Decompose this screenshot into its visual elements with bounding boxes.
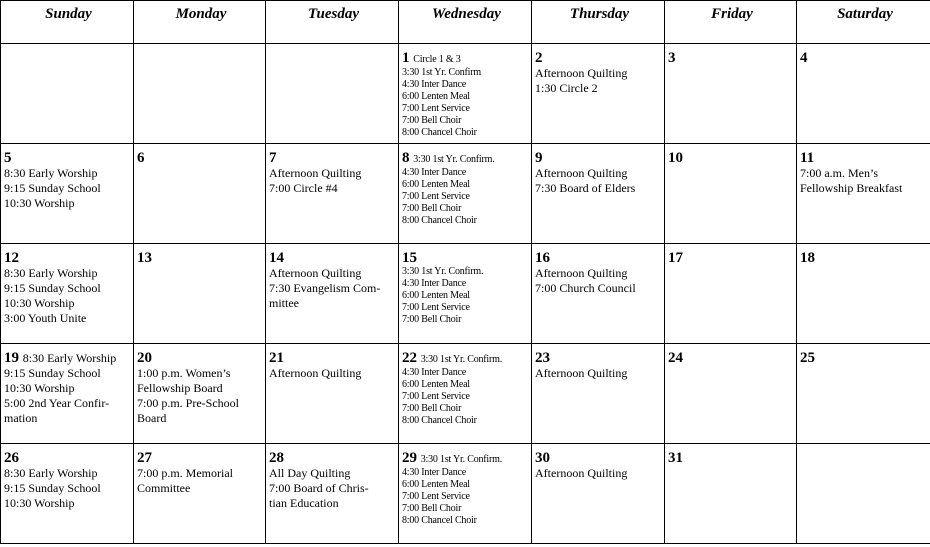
day-number: 10 (668, 150, 683, 166)
event-line: 10:30 Worship (4, 296, 75, 310)
day-number: 23 (535, 350, 550, 366)
day-cell (797, 244, 930, 344)
event-line: 7:00 a.m. Men’s (800, 166, 878, 180)
event-line: 7:00 p.m. Pre-School (137, 396, 239, 410)
event-line: 7:00 Lent Service (402, 103, 470, 114)
day-cell (665, 344, 797, 444)
weekday-header-saturday: Saturday (797, 1, 930, 44)
weekday-header-friday: Friday (665, 1, 797, 44)
day-cell (665, 244, 797, 344)
event-line: 6:00 Lenten Meal (402, 379, 470, 390)
event-line: 5:00 2nd Year Confir- (4, 396, 110, 410)
event-line: 7:00 Lent Service (402, 491, 470, 502)
weekday-header-wednesday: Wednesday (399, 1, 532, 44)
day-cell (134, 244, 266, 344)
event-line: 7:00 Bell Choir (402, 403, 462, 414)
day-number: 16 (535, 250, 550, 266)
event-line: Afternoon Quilting (535, 66, 628, 80)
event-line: 7:00 Lent Service (402, 191, 470, 202)
event-line: 3:30 1st Yr. Confirm. (402, 266, 484, 277)
day-number-line (4, 451, 133, 466)
day-number-line (4, 151, 133, 166)
week-row (1, 144, 930, 244)
day-cell (134, 144, 266, 244)
event-line: 6:00 Lenten Meal (402, 290, 470, 301)
day-number-line (535, 351, 664, 366)
event-line: 9:15 Sunday School (4, 366, 101, 380)
event-line: 9:15 Sunday School (4, 281, 101, 295)
day-number: 29 (402, 450, 417, 466)
day-number-line (668, 51, 796, 66)
day-number-line (668, 451, 796, 466)
day-number: 17 (668, 250, 683, 266)
event-line: mittee (269, 296, 299, 310)
day-cell (266, 144, 399, 244)
day-number-line (800, 351, 930, 366)
day-cell (399, 344, 532, 444)
day-number-line (535, 451, 664, 466)
event-line: Fellowship Breakfast (800, 181, 903, 195)
event-line: 8:30 Early Worship (4, 466, 98, 480)
day-number: 27 (137, 450, 152, 466)
day-cell (134, 44, 266, 144)
day-number: 6 (137, 150, 145, 166)
day-number-line (535, 251, 664, 266)
week-row (1, 244, 930, 344)
event-inline: Circle 1 & 3 (413, 54, 461, 65)
day-cell (266, 244, 399, 344)
event-line: Committee (137, 481, 191, 495)
event-line: Fellowship Board (137, 381, 223, 395)
event-line: 4:30 Inter Dance (402, 367, 466, 378)
day-cell (134, 444, 266, 544)
event-line: 3:00 Youth Unite (4, 311, 87, 325)
day-number-line (137, 451, 265, 466)
day-cell (532, 44, 665, 144)
event-line: 8:00 Chancel Choir (402, 515, 477, 526)
event-line: 7:30 Evangelism Com- (269, 281, 381, 295)
event-line: Afternoon Quilting (269, 166, 362, 180)
day-number: 21 (269, 350, 284, 366)
day-cell (266, 444, 399, 544)
day-number: 5 (4, 150, 12, 166)
day-number: 3 (668, 50, 676, 66)
day-number: 12 (4, 250, 19, 266)
event-inline: 3:30 1st Yr. Confirm. (420, 454, 503, 465)
day-number-line (535, 51, 664, 66)
event-line: 9:15 Sunday School (4, 181, 101, 195)
event-line: 7:00 Bell Choir (402, 115, 462, 126)
week-row (1, 344, 930, 444)
day-cell (1, 344, 134, 444)
event-line: 10:30 Worship (4, 496, 75, 510)
day-number: 8 (402, 150, 410, 166)
event-line: Afternoon Quilting (535, 266, 628, 280)
day-cell (399, 44, 532, 144)
day-number: 18 (800, 250, 815, 266)
event-line: 6:00 Lenten Meal (402, 479, 470, 490)
day-number-line (800, 51, 930, 66)
day-number: 31 (668, 450, 683, 466)
day-number: 24 (668, 350, 683, 366)
day-number-line (535, 151, 664, 166)
weekday-header-tuesday: Tuesday (266, 1, 399, 44)
event-line: 10:30 Worship (4, 196, 75, 210)
event-line: All Day Quilting (269, 466, 351, 480)
day-number: 19 (4, 350, 19, 366)
day-cell (1, 44, 134, 144)
event-line: 7:00 Bell Choir (402, 314, 462, 325)
event-line: Afternoon Quilting (535, 366, 628, 380)
weekday-header-monday: Monday (134, 1, 266, 44)
day-cell (797, 144, 930, 244)
day-number-line (402, 151, 531, 167)
day-cell (1, 144, 134, 244)
day-cell (1, 444, 134, 544)
day-number: 25 (800, 350, 815, 366)
day-number-line (668, 351, 796, 366)
day-cell (797, 44, 930, 144)
day-number: 1 (402, 50, 410, 66)
event-inline: 3:30 1st Yr. Confirm. (420, 354, 503, 365)
day-cell (399, 444, 532, 544)
week-row (1, 44, 930, 144)
day-cell (134, 344, 266, 444)
event-line: Board (137, 411, 167, 425)
event-line: Afternoon Quilting (269, 366, 362, 380)
day-cell (665, 144, 797, 244)
event-line: 4:30 Inter Dance (402, 167, 466, 178)
event-line: 8:00 Chancel Choir (402, 215, 477, 226)
day-number: 9 (535, 150, 543, 166)
weekday-header-row (1, 1, 930, 44)
event-line: 4:30 Inter Dance (402, 467, 466, 478)
day-cell (266, 44, 399, 144)
event-line: 4:30 Inter Dance (402, 278, 466, 289)
event-inline: 3:30 1st Yr. Confirm. (413, 154, 495, 165)
day-number-line (402, 451, 531, 467)
day-cell (266, 344, 399, 444)
event-line: 7:30 Board of Elders (535, 181, 636, 195)
day-cell (532, 144, 665, 244)
event-inline: 8:30 Early Worship (22, 351, 117, 365)
event-line: Afternoon Quilting (535, 466, 628, 480)
day-cell (532, 344, 665, 444)
event-line: 8:30 Early Worship (4, 266, 98, 280)
event-line: 8:00 Chancel Choir (402, 127, 477, 138)
event-line: mation (4, 411, 38, 425)
event-line: 7:00 Church Council (535, 281, 636, 295)
day-number-line (137, 151, 265, 166)
day-cell (399, 144, 532, 244)
day-number: 11 (800, 150, 815, 166)
day-number: 7 (269, 150, 277, 166)
day-number-line (269, 351, 398, 366)
event-line: 8:00 Chancel Choir (402, 415, 477, 426)
day-cell (1, 244, 134, 344)
event-line: 7:00 Lent Service (402, 302, 470, 313)
day-cell (665, 44, 797, 144)
day-number: 14 (269, 250, 284, 266)
event-line: 10:30 Worship (4, 381, 75, 395)
day-cell (532, 444, 665, 544)
day-cell (532, 244, 665, 344)
event-line: 7:00 Bell Choir (402, 203, 462, 214)
day-number: 26 (4, 450, 19, 466)
calendar-body (1, 44, 930, 544)
day-number: 20 (137, 350, 152, 366)
event-line: 3:30 1st Yr. Confirm (402, 67, 481, 78)
event-line: 4:30 Inter Dance (402, 79, 466, 90)
day-number-line (269, 151, 398, 166)
day-number-line (402, 251, 531, 266)
day-number: 30 (535, 450, 550, 466)
day-cell (399, 244, 532, 344)
weekday-header-thursday: Thursday (532, 1, 665, 44)
event-line: 6:00 Lenten Meal (402, 179, 470, 190)
day-number: 4 (800, 50, 808, 66)
day-number-line (137, 351, 265, 366)
event-line: 1:30 Circle 2 (535, 81, 598, 95)
day-number: 22 (402, 350, 417, 366)
day-number-line (269, 451, 398, 466)
day-number-line (269, 251, 398, 266)
week-row (1, 444, 930, 544)
event-line: 1:00 p.m. Women’s (137, 366, 231, 380)
event-line: 8:30 Early Worship (4, 166, 98, 180)
day-number-line (800, 151, 930, 166)
day-number: 28 (269, 450, 284, 466)
day-number: 15 (402, 250, 417, 266)
day-number-line (800, 251, 930, 266)
day-cell (665, 444, 797, 544)
event-line: 7:00 p.m. Memorial (137, 466, 233, 480)
event-line: 6:00 Lenten Meal (402, 91, 470, 102)
day-number: 2 (535, 50, 543, 66)
day-number-line (137, 251, 265, 266)
day-number-line (668, 151, 796, 166)
day-number-line (668, 251, 796, 266)
event-line: 7:00 Lent Service (402, 391, 470, 402)
event-line: Afternoon Quilting (269, 266, 362, 280)
weekday-header-sunday: Sunday (1, 1, 134, 44)
day-number-line (4, 251, 133, 266)
day-number-line (4, 351, 133, 366)
event-line: Afternoon Quilting (535, 166, 628, 180)
event-line: tian Education (269, 496, 339, 510)
day-number-line (402, 351, 531, 367)
day-number-line (402, 51, 531, 67)
day-cell (797, 444, 930, 544)
event-line: 9:15 Sunday School (4, 481, 101, 495)
event-line: 7:00 Board of Chris- (269, 481, 369, 495)
day-cell (797, 344, 930, 444)
day-number: 13 (137, 250, 152, 266)
event-line: 7:00 Circle #4 (269, 181, 338, 195)
event-line: 7:00 Bell Choir (402, 503, 462, 514)
